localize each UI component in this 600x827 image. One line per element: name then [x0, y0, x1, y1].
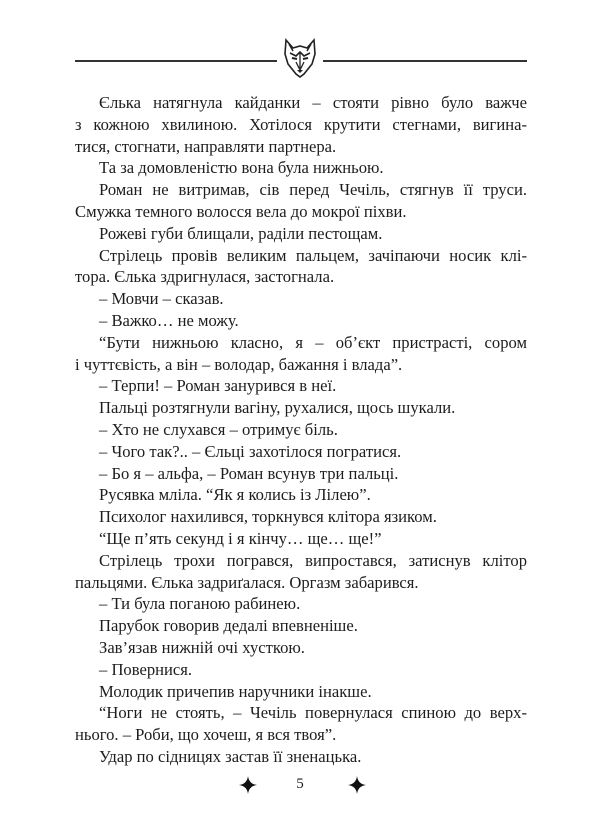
text-line: – Важко… не можу. [99, 310, 239, 330]
text-line: – Ти була поганою рабинею. [99, 594, 301, 614]
header-rule-right [323, 60, 527, 62]
text-line: – Мовчи – сказав. [99, 289, 224, 309]
text-line: “Ще п’ять секунд і я кінчу… ще… ще!” [99, 528, 382, 548]
header-rule-left [75, 60, 277, 62]
wolf-head-icon [282, 38, 318, 78]
text-line: Парубок говорив дедалі впевненіше. [99, 616, 358, 636]
text-line: нього. – Роби, що хочеш, я вся твоя”. [75, 725, 337, 745]
text-line: Стрілець трохи погрався, випростався, затиснув клітор [99, 550, 527, 570]
text-line: Психолог нахилився, торкнувся клітора язиком. [99, 507, 437, 527]
text-line: Пальці розтягнули вагіну, рухалися, щось шукали. [99, 398, 456, 418]
text-line: тора. Єлька здригнулася, застогнала. [75, 267, 335, 287]
text-line: “Ноги не стоять, – Чечіль повернулася спиною до верх- [99, 703, 527, 723]
text-line: Удар по сідницях застав її зненацька. [99, 746, 362, 766]
text-line: – Бо я – альфа, – Роман всунув три пальці. [99, 463, 399, 483]
text-line: Єлька натягнула кайданки – стояти рівно було важче [99, 93, 527, 112]
text-line: – Терпи! – Роман занурився в неї. [99, 376, 337, 396]
text-line: Та за домовленістю вона була нижньою. [99, 158, 384, 178]
four-point-star-icon [348, 776, 366, 794]
text-line: Смужка темного волосся вела до мокрої піхви. [75, 201, 407, 221]
text-line: з кожною хвилиною. Хотілося крутити стегнами, вигина- [75, 114, 527, 134]
text-line: Молодик причепив наручники інакше. [99, 681, 372, 701]
page-footer [0, 776, 600, 796]
text-line: Стрілець провів великим пальцем, зачіпаючи носик клі- [99, 245, 527, 265]
text-line: і чуттєвість, а він – володар, бажання і влада”. [75, 354, 403, 374]
text-line: Зав’язав нижній очі хусткою. [99, 637, 305, 657]
text-line: “Бути нижньою класно, я – об’єкт пристрасті, сором [99, 332, 527, 352]
page-number: 5 [296, 776, 304, 792]
body-text [75, 92, 527, 768]
text-line: пальцями. Єлька задриґалася. Оргазм забарився. [75, 572, 419, 592]
text-line: тися, стогнати, направляти партнера. [75, 136, 337, 156]
text-line: – Хто не слухався – отримує біль. [99, 419, 338, 439]
text-line: Рожеві губи блищали, раділи пестощам. [99, 223, 383, 243]
text-line: Роман не витримав, сів перед Чечіль, стягнув її труси. [99, 180, 527, 200]
text-line: Русявка мліла. “Як я колись із Лілею”. [99, 485, 371, 505]
text-line: – Повернися. [99, 659, 193, 679]
text-line: – Чого так?.. – Єльці захотілося погратися. [99, 441, 402, 461]
